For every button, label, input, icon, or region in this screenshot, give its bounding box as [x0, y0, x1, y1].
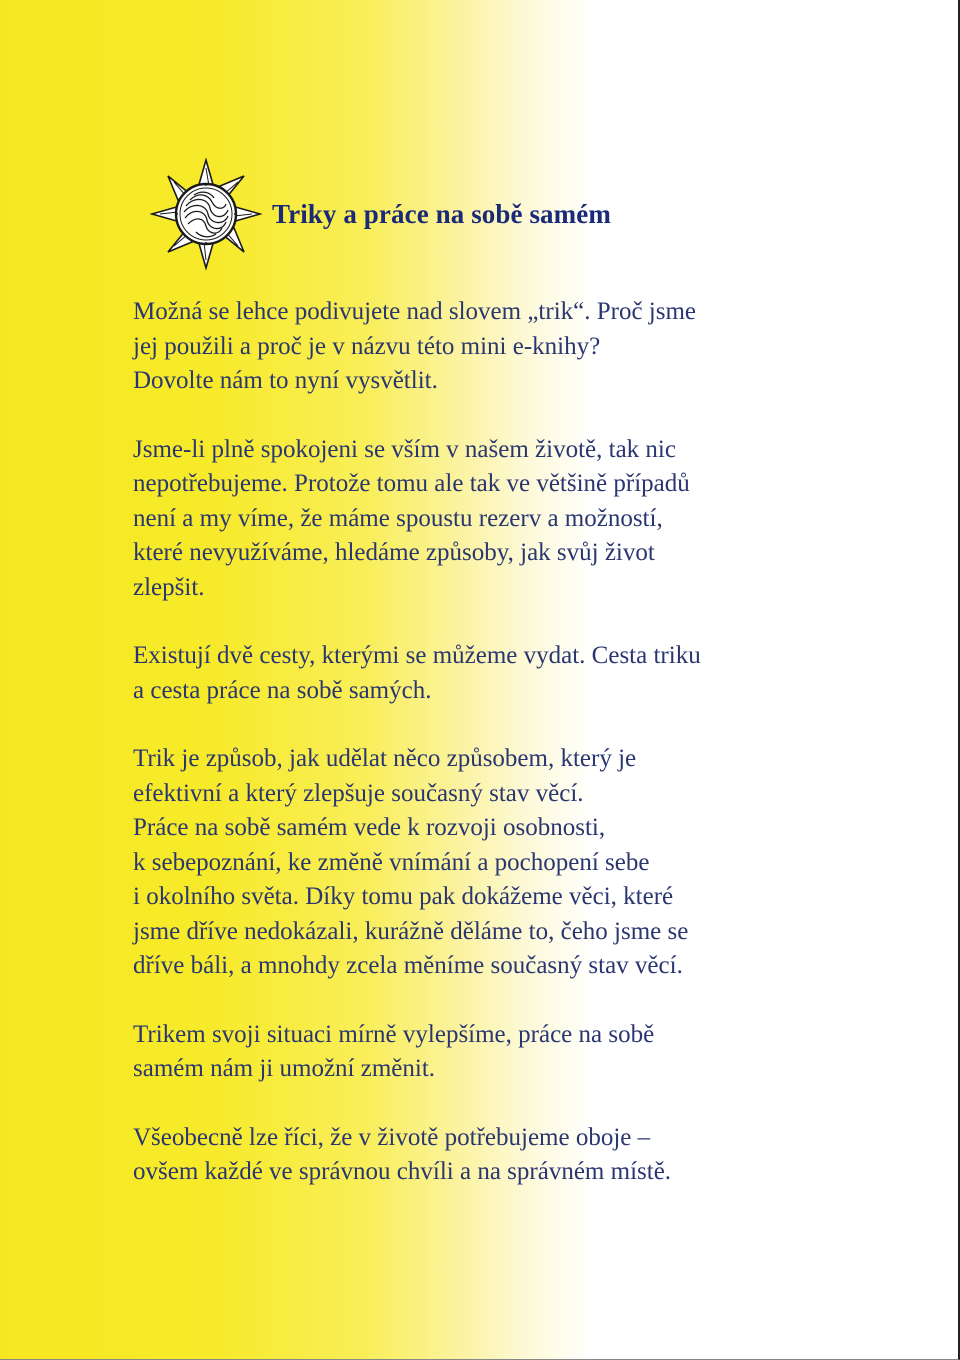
- text-line: k sebepoznání, ke změně vnímání a pochopení sebe: [133, 848, 650, 876]
- text-line: Všeobecně lze říci, že v životě potřebujeme oboje –: [133, 1123, 651, 1151]
- text-line: ovšem každé ve správnou chvíli a na správném místě.: [133, 1158, 672, 1185]
- text-line: nepotřebujeme. Protože tomu ale tak ve většině případů: [133, 470, 690, 497]
- section-header: [150, 158, 611, 270]
- text-line: a cesta práce na sobě samých.: [133, 676, 432, 704]
- text-line: efektivní a který zlepšuje současný stav věcí.: [133, 779, 584, 807]
- paragraph-vseobecne: [133, 1121, 873, 1190]
- text-line: jsme dříve nedokázali, kurážně děláme to, čeho jsme se: [133, 917, 689, 945]
- paragraph-spokojeni: [133, 433, 873, 606]
- text-line: Trikem svoji situaci mírně vylepšíme, práce na sobě: [133, 1020, 655, 1048]
- text-line: které nevyužíváme, hledáme způsoby, jak svůj život: [133, 539, 655, 566]
- text-line: Možná se lehce podivujete nad slovem „trik“. Proč jsme: [133, 298, 697, 325]
- text-line: zlepšit.: [133, 573, 205, 601]
- paragraph-trik-definice: [133, 742, 873, 984]
- paragraph-trikem: [133, 1018, 873, 1087]
- page-title: Triky a práce na sobě samém: [272, 198, 611, 229]
- paragraph-dve-cesty: [133, 639, 873, 708]
- text-line: samém nám ji umožní změnit.: [133, 1055, 436, 1082]
- text-line: dříve báli, a mnohdy zcela měníme současný stav věcí.: [133, 952, 683, 979]
- sun-icon: [150, 158, 262, 270]
- text-line: Existují dvě cesty, kterými se můžeme vydat. Cesta triku: [133, 642, 701, 669]
- text-line: Práce na sobě samém vede k rozvoji osobnosti,: [133, 814, 606, 841]
- document-body: [133, 295, 873, 1190]
- text-line: Jsme-li plně spokojeni se vším v našem životě, tak nic: [133, 435, 676, 463]
- text-line: není a my víme, že máme spoustu rezerv a možností,: [133, 504, 663, 532]
- text-line: Trik je způsob, jak udělat něco způsobem, který je: [133, 745, 637, 772]
- text-line: jej použili a proč je v názvu této mini e-knihy?: [133, 332, 601, 360]
- paragraph-trik-intro: [133, 295, 873, 399]
- text-line: Dovolte nám to nyní vysvětlit.: [133, 367, 438, 394]
- text-line: i okolního světa. Díky tomu pak dokážeme věci, které: [133, 883, 674, 910]
